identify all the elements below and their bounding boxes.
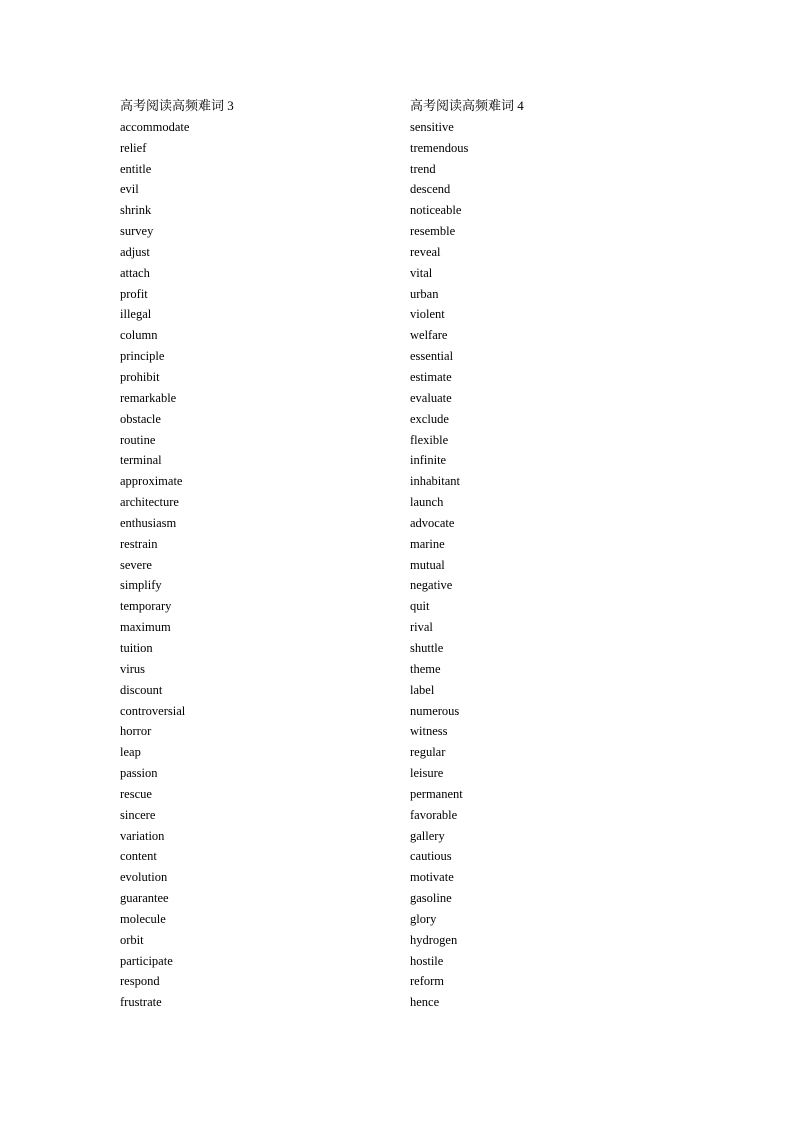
word-item: motivate <box>410 870 454 885</box>
word-item: passion <box>120 766 158 781</box>
word-item: discount <box>120 682 163 697</box>
word-item: tremendous <box>410 140 469 155</box>
word-item: variation <box>120 828 165 843</box>
word-item: severe <box>120 557 152 572</box>
word-item: relief <box>120 140 147 155</box>
word-item: glory <box>410 911 437 926</box>
word-item: terminal <box>120 453 162 468</box>
word-item: numerous <box>410 703 460 718</box>
word-item: advocate <box>410 515 455 530</box>
word-item: routine <box>120 432 156 447</box>
word-item: infinite <box>410 453 447 468</box>
word-item: urban <box>410 286 439 301</box>
word-item: principle <box>120 349 165 364</box>
word-item: trend <box>410 161 436 176</box>
word-item: violent <box>410 307 445 322</box>
word-item: flexible <box>410 432 449 447</box>
word-item: accommodate <box>120 119 190 134</box>
word-item: adjust <box>120 244 150 259</box>
word-column-right <box>410 96 670 1013</box>
word-item: reveal <box>410 244 441 259</box>
column-title: 高考阅读高频难词 3 <box>120 98 234 113</box>
word-item: remarkable <box>120 390 177 405</box>
word-item: negative <box>410 578 453 593</box>
word-item: illegal <box>120 307 152 322</box>
word-item: theme <box>410 661 441 676</box>
column-title: 高考阅读高频难词 4 <box>410 98 524 113</box>
word-item: simplify <box>120 578 162 593</box>
word-item: respond <box>120 974 160 989</box>
word-item: favorable <box>410 807 458 822</box>
word-list-left <box>120 117 380 1013</box>
word-item: obstacle <box>120 411 161 426</box>
word-item: architecture <box>120 495 179 510</box>
word-item: resemble <box>410 224 456 239</box>
word-item: virus <box>120 661 145 676</box>
word-item: molecule <box>120 911 166 926</box>
word-item: profit <box>120 286 148 301</box>
word-item: mutual <box>410 557 445 572</box>
word-item: regular <box>410 745 446 760</box>
word-item: welfare <box>410 328 448 343</box>
word-item: prohibit <box>120 370 160 385</box>
word-item: participate <box>120 953 173 968</box>
word-item: cautious <box>410 849 452 864</box>
word-item: marine <box>410 536 445 551</box>
word-item: evil <box>120 182 139 197</box>
word-item: maximum <box>120 620 171 635</box>
word-item: column <box>120 328 158 343</box>
word-item: hydrogen <box>410 932 458 947</box>
word-item: entitle <box>120 161 152 176</box>
word-item: survey <box>120 224 154 239</box>
word-list-right <box>410 117 670 1013</box>
word-item: guarantee <box>120 891 169 906</box>
word-item: inhabitant <box>410 474 460 489</box>
word-item: sincere <box>120 807 156 822</box>
word-item: shrink <box>120 203 152 218</box>
word-item: rival <box>410 620 433 635</box>
word-item: noticeable <box>410 203 462 218</box>
word-item: evolution <box>120 870 168 885</box>
word-item: content <box>120 849 157 864</box>
word-item: hostile <box>410 953 444 968</box>
word-item: descend <box>410 182 451 197</box>
word-item: frustrate <box>120 995 162 1010</box>
word-item: quit <box>410 599 430 614</box>
word-item: temporary <box>120 599 172 614</box>
word-item: witness <box>410 724 448 739</box>
word-item: restrain <box>120 536 158 551</box>
word-item: approximate <box>120 474 183 489</box>
word-item: essential <box>410 349 454 364</box>
word-item: hence <box>410 995 440 1010</box>
word-item: attach <box>120 265 150 280</box>
word-item: vital <box>410 265 433 280</box>
word-item: reform <box>410 974 445 989</box>
word-item: exclude <box>410 411 449 426</box>
word-item: controversial <box>120 703 186 718</box>
word-item: evaluate <box>410 390 452 405</box>
word-item: estimate <box>410 370 452 385</box>
word-item: permanent <box>410 786 463 801</box>
word-column-left <box>120 96 380 1013</box>
word-item: tuition <box>120 640 153 655</box>
word-item: enthusiasm <box>120 515 177 530</box>
word-item: shuttle <box>410 640 444 655</box>
word-item: gasoline <box>410 891 452 906</box>
word-item: orbit <box>120 932 144 947</box>
word-item: label <box>410 682 435 697</box>
word-item: leisure <box>410 766 444 781</box>
word-item: sensitive <box>410 119 454 134</box>
word-item: launch <box>410 495 444 510</box>
word-item: leap <box>120 745 141 760</box>
word-item: horror <box>120 724 152 739</box>
word-item: rescue <box>120 786 152 801</box>
word-item: gallery <box>410 828 445 843</box>
